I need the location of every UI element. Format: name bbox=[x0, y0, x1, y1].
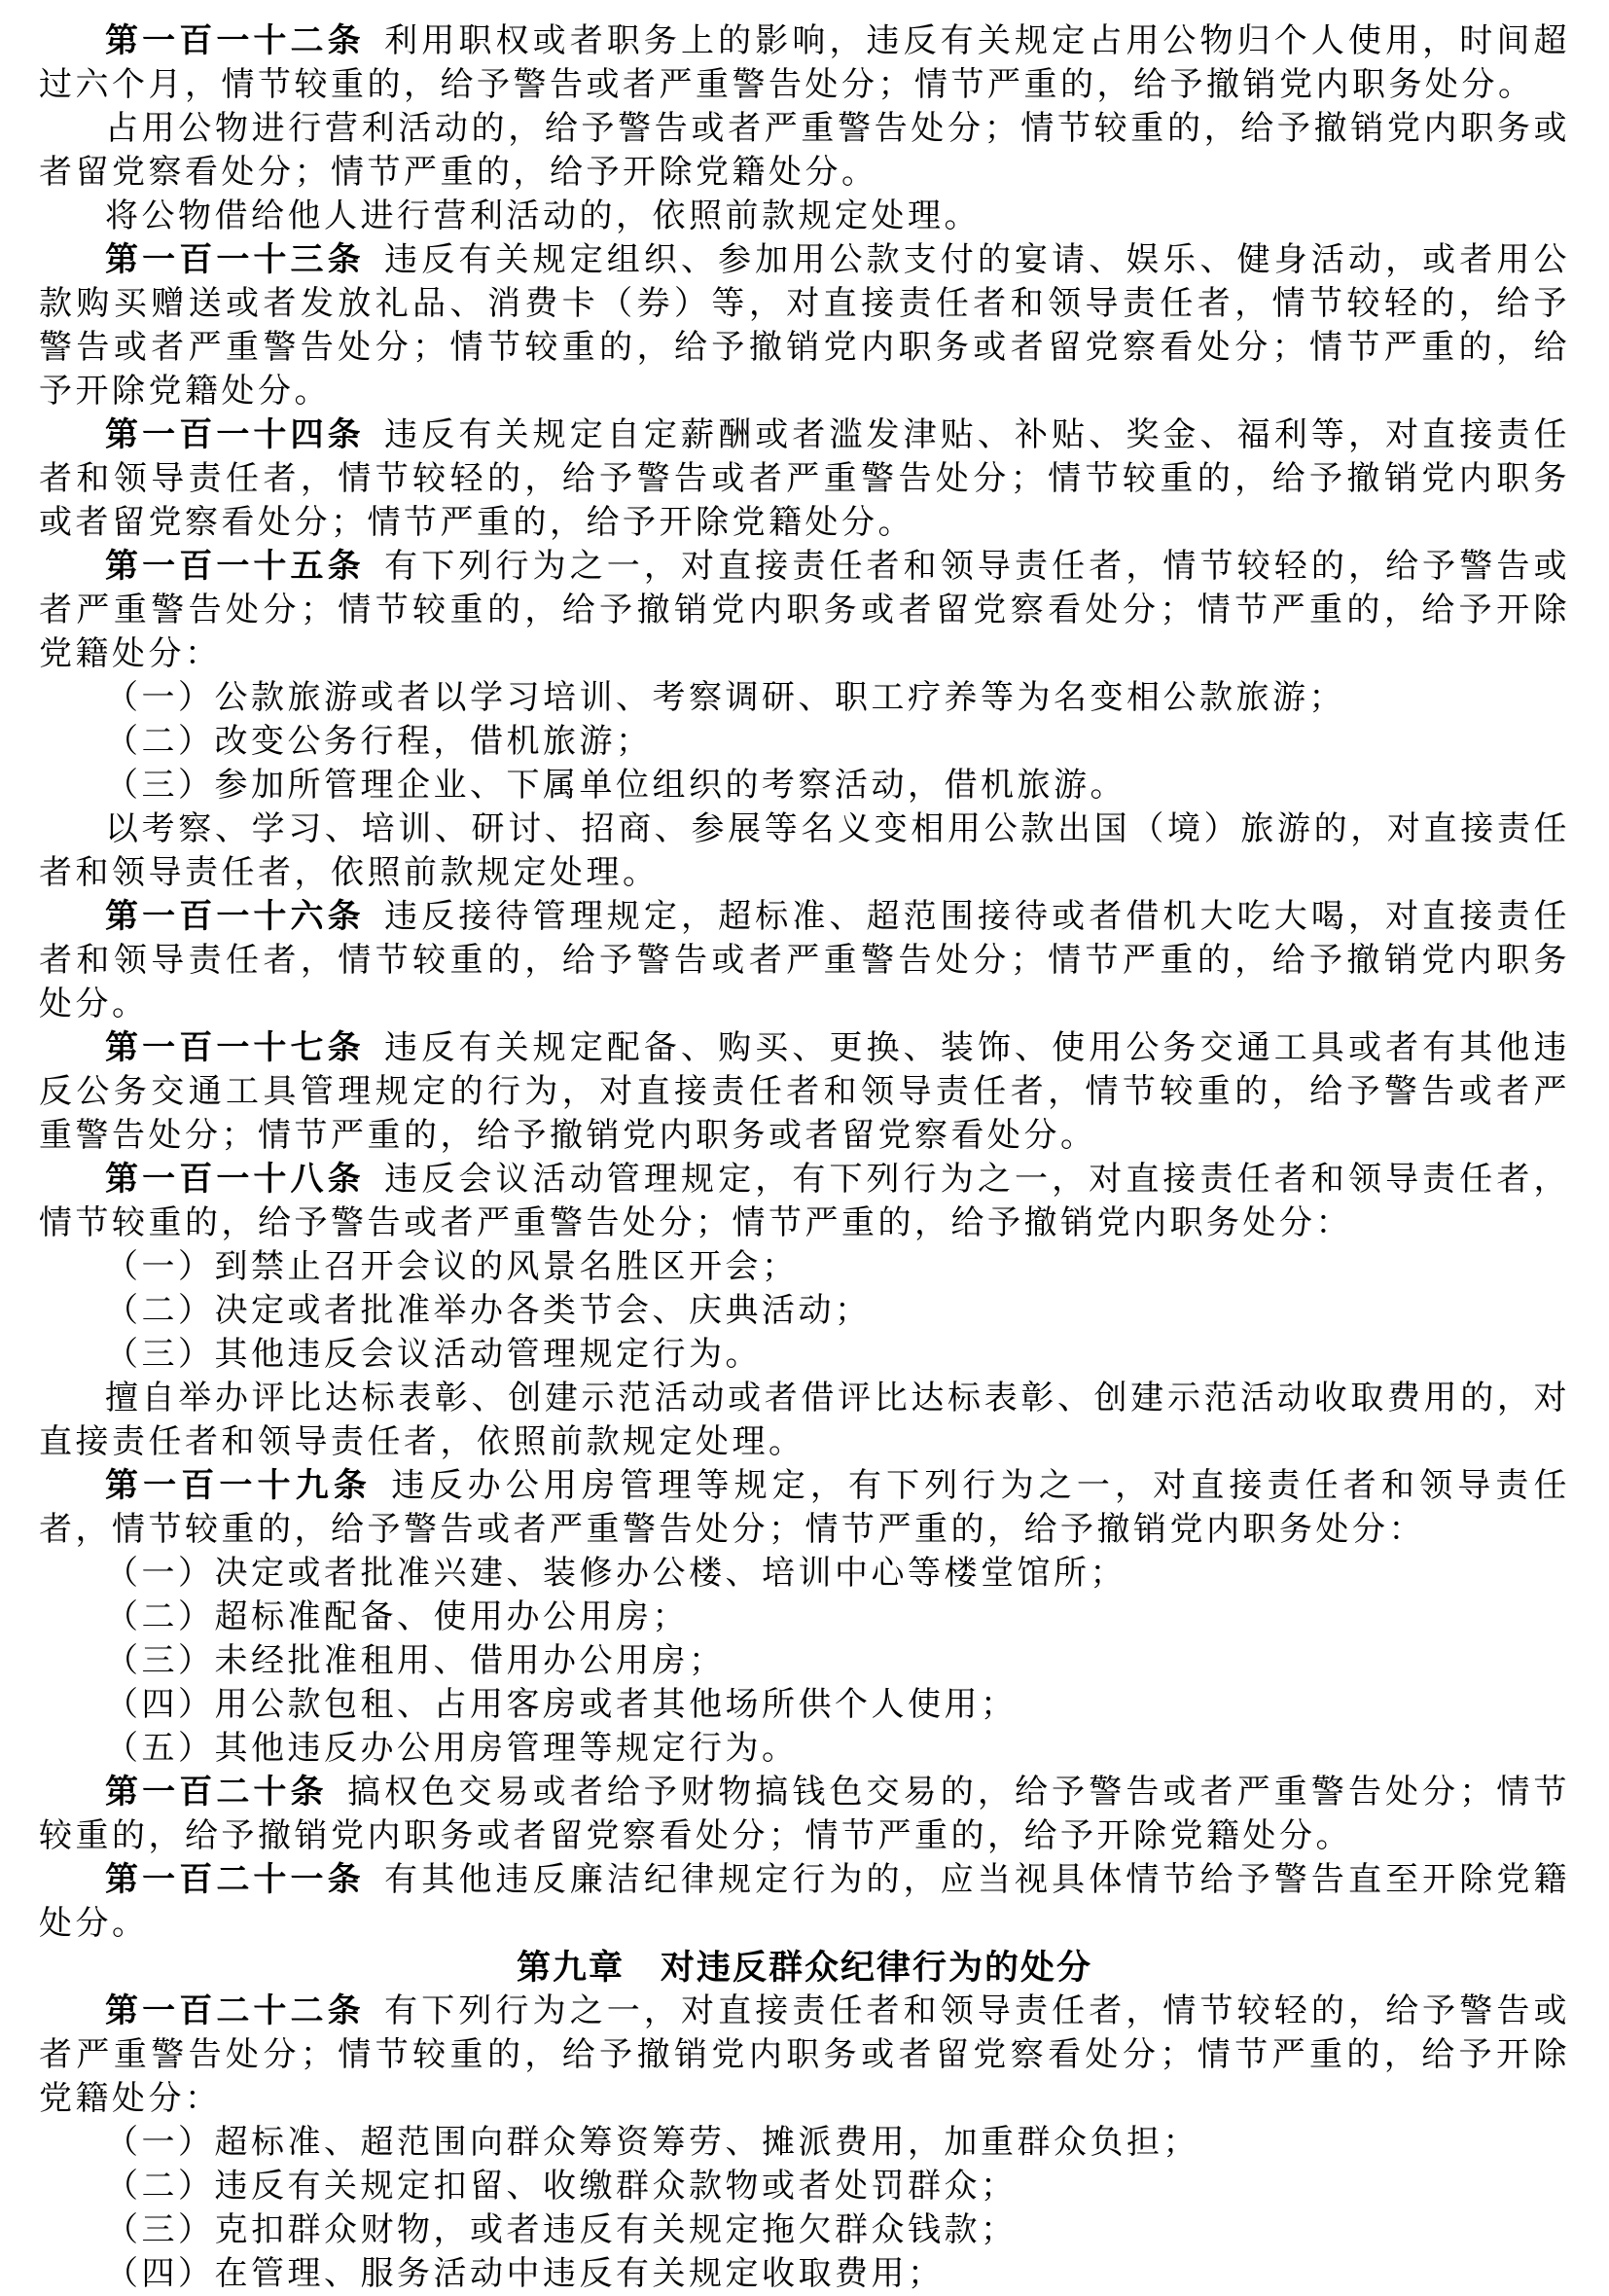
article-paragraph-120 bbox=[39, 1771, 1570, 1858]
list-item bbox=[39, 2252, 1570, 2296]
list-item bbox=[39, 1552, 1570, 1596]
list-item bbox=[39, 2121, 1570, 2165]
list-item bbox=[39, 1245, 1570, 1289]
article-number-114: 第一百一十四条 bbox=[105, 416, 365, 453]
article-text: 有下列行为之一，对直接责任者和领导责任者，情节较轻的，给予警告或者严重警告处分；情节较重的，给予撤销党内职务或者留党察看处分；情节严重的，给予开除党籍处分： bbox=[39, 1993, 1571, 2117]
list-item-text: （一）超标准、超范围向群众筹资筹劳、摊派费用，加重群众负担； bbox=[105, 2125, 1199, 2161]
article-number-112: 第一百一十二条 bbox=[105, 22, 365, 59]
chapter-heading: 第九章 对违反群众纪律行为的处分 bbox=[516, 1949, 1092, 1987]
list-item-text: （三）其他违反会议活动管理规定行为。 bbox=[105, 1337, 762, 1373]
list-item bbox=[39, 1639, 1570, 1683]
article-number-113: 第一百一十三条 bbox=[105, 241, 365, 278]
list-item-text: （三）克扣群众财物，或者违反有关规定拖欠群众钱款； bbox=[105, 2212, 1018, 2248]
list-item bbox=[39, 764, 1570, 807]
list-item bbox=[39, 1289, 1570, 1333]
article-number-118: 第一百一十八条 bbox=[105, 1161, 365, 1198]
article-text: 违反会议活动管理规定，有下列行为之一，对直接责任者和领导责任者，情节较重的，给予警告或者严重警告处分；情节严重的，给予撤销党内职务处分： bbox=[39, 1162, 1571, 1241]
article-text: 违反有关规定配备、购买、更换、装饰、使用公务交通工具或者有其他违反公务交通工具管理规定的行为，对直接责任者和领导责任者，情节较重的，给予警告或者严重警告处分；情节严重的，给予撤销党内职务或者留党察看处分。 bbox=[39, 1030, 1571, 1154]
list-item-text: （五）其他违反办公用房管理等规定行为。 bbox=[105, 1731, 799, 1767]
list-item bbox=[39, 2208, 1570, 2252]
article-paragraph-119 bbox=[39, 1464, 1570, 1552]
article-number-120: 第一百二十条 bbox=[105, 1774, 328, 1811]
article-paragraph-116 bbox=[39, 895, 1570, 1026]
article-paragraph-121 bbox=[39, 1858, 1570, 1946]
paragraph bbox=[39, 195, 1570, 238]
list-item-text: （二）改变公务行程，借机旅游； bbox=[105, 724, 653, 760]
list-item-text: （一）到禁止召开会议的风景名胜区开会； bbox=[105, 1249, 799, 1285]
article-number-121: 第一百二十一条 bbox=[105, 1861, 365, 1898]
list-item-text: （三）未经批准租用、借用办公用房； bbox=[105, 1643, 726, 1679]
paragraph bbox=[39, 107, 1570, 195]
article-text: 搞权色交易或者给予财物搞钱色交易的，给予警告或者严重警告处分；情节较重的，给予撤销党内职务或者留党察看处分；情节严重的，给予开除党籍处分。 bbox=[39, 1775, 1571, 1854]
paragraph-text: 将公物借给他人进行营利活动的，依照前款规定处理。 bbox=[105, 198, 981, 234]
paragraph-text: 擅自举办评比达标表彰、创建示范活动或者借评比达标表彰、创建示范活动收取费用的，对直接责任者和领导责任者，依照前款规定处理。 bbox=[39, 1381, 1570, 1460]
paragraph bbox=[39, 807, 1570, 895]
article-paragraph-117 bbox=[39, 1026, 1570, 1158]
article-paragraph-113 bbox=[39, 238, 1570, 413]
list-item bbox=[39, 1596, 1570, 1639]
article-text: 违反有关规定自定薪酬或者滥发津贴、补贴、奖金、福利等，对直接责任者和领导责任者，情节较轻的，给予警告或者严重警告处分；情节较重的，给予撤销党内职务或者留党察看处分；情节严重的，给予开除党籍处分。 bbox=[39, 417, 1571, 541]
paragraph-text: 占用公物进行营利活动的，给予警告或者严重警告处分；情节较重的，给予撤销党内职务或者留党察看处分；情节严重的，给予开除党籍处分。 bbox=[39, 111, 1570, 191]
list-item-text: （四）在管理、服务活动中违反有关规定收取费用； bbox=[105, 2256, 945, 2292]
list-item bbox=[39, 720, 1570, 764]
list-item-text: （一）决定或者批准兴建、装修办公楼、培训中心等楼堂馆所； bbox=[105, 1556, 1126, 1592]
list-item bbox=[39, 1727, 1570, 1771]
article-paragraph-118 bbox=[39, 1158, 1570, 1245]
article-paragraph-122 bbox=[39, 1990, 1570, 2121]
article-number-117: 第一百一十七条 bbox=[105, 1029, 365, 1066]
article-paragraph-114 bbox=[39, 413, 1570, 545]
article-text: 违反办公用房管理等规定，有下列行为之一，对直接责任者和领导责任者，情节较重的，给予警告或者严重警告处分；情节严重的，给予撤销党内职务处分： bbox=[39, 1468, 1570, 1548]
article-paragraph-112 bbox=[39, 19, 1570, 107]
paragraph-text: 以考察、学习、培训、研讨、招商、参展等名义变相用公款出国（境）旅游的，对直接责任者和领导责任者，依照前款规定处理。 bbox=[39, 811, 1570, 891]
list-item bbox=[39, 2165, 1570, 2208]
list-item bbox=[39, 1333, 1570, 1377]
article-paragraph-115 bbox=[39, 545, 1570, 676]
article-text: 利用职权或者职务上的影响，违反有关规定占用公物归个人使用，时间超过六个月，情节较重的，给予警告或者严重警告处分；情节严重的，给予撤销党内职务处分。 bbox=[39, 23, 1571, 103]
article-text: 违反有关规定组织、参加用公款支付的宴请、娱乐、健身活动，或者用公款购买赠送或者发放礼品、消费卡（券）等，对直接责任者和领导责任者，情节较轻的，给予警告或者严重警告处分；情节较重的，给予撤销党内职务或者留党察看处分；情节严重的，给予开除党籍处分。 bbox=[39, 242, 1571, 410]
article-number-115: 第一百一十五条 bbox=[105, 548, 365, 585]
list-item-text: （二）超标准配备、使用办公用房； bbox=[105, 1599, 689, 1635]
paragraph bbox=[39, 1377, 1570, 1464]
list-item bbox=[39, 1683, 1570, 1727]
list-item-text: （三）参加所管理企业、下属单位组织的考察活动，借机旅游。 bbox=[105, 768, 1126, 804]
list-item bbox=[39, 676, 1570, 720]
article-number-122: 第一百二十二条 bbox=[105, 1992, 365, 2029]
article-text: 有下列行为之一，对直接责任者和领导责任者，情节较轻的，给予警告或者严重警告处分；情节较重的，给予撤销党内职务或者留党察看处分；情节严重的，给予开除党籍处分： bbox=[39, 549, 1571, 672]
list-item-text: （一）公款旅游或者以学习培训、考察调研、职工疗养等为名变相公款旅游； bbox=[105, 680, 1345, 716]
list-item-text: （二）决定或者批准举办各类节会、庆典活动； bbox=[105, 1293, 872, 1329]
article-text: 违反接待管理规定，超标准、超范围接待或者借机大吃大喝，对直接责任者和领导责任者，情节较重的，给予警告或者严重警告处分；情节严重的，给予撤销党内职务处分。 bbox=[39, 899, 1571, 1022]
article-number-116: 第一百一十六条 bbox=[105, 898, 365, 935]
article-text: 有其他违反廉洁纪律规定行为的，应当视具体情节给予警告直至开除党籍处分。 bbox=[39, 1862, 1571, 1942]
list-item-text: （四）用公款包租、占用客房或者其他场所供个人使用； bbox=[105, 1687, 1018, 1723]
list-item-text: （二）违反有关规定扣留、收缴群众款物或者处罚群众； bbox=[105, 2169, 1018, 2205]
article-number-119: 第一百一十九条 bbox=[105, 1467, 372, 1504]
